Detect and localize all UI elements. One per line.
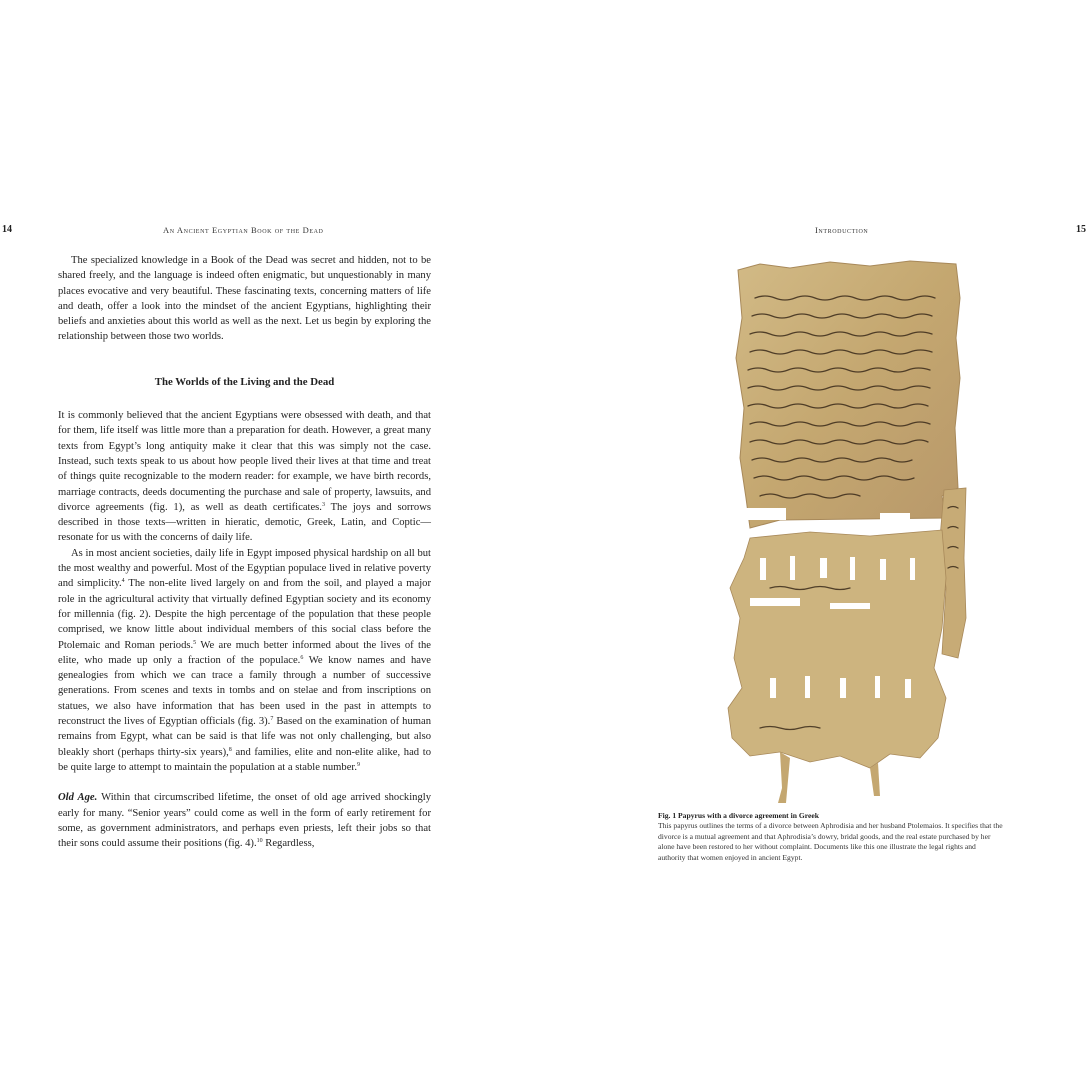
section-heading: The Worlds of the Living and the Dead bbox=[154, 375, 335, 388]
caption-text: This papyrus outlines the terms of a divorce between Aphrodisia and her husband Ptolemaios. It specifies that the divorce is a mutual agreement and that Aphrodisia’s dowry, bridal goods, and the real estate purchased by her alone have been restored to her without complaint. Documents like this one illustrate the legal rights and authority that women enjoyed in ancient Egypt. bbox=[658, 821, 1003, 862]
paragraph-daily-life: As in most ancient societies, daily life in Egypt imposed physical hardship on all but the most wealthy and powerful. Most of the Egyptian populace lived in relative poverty and simplicity.$^4$ The non-elite lived largely on and from the soil, and played a major role in the agricultural activity that virtually defined Egyptian society and its economy for millennia (fig. 2). Despite the high percentage of the population that these people comprised, we know little about individual members of this social class before the Ptolemaic and Roman periods.$^5$ We are much better informed about the lives of the elite, who made up only a fraction of the populace.$^6$ We know names and have genealogies from which we can trace a family through a number of successive generations. From scenes and texts in tombs and on stelae and from inscriptions on statues, we also have information that has been used in the past in attempts to reconstruct the lives of Egyptian officials (fig. 3).$^7$ Based on the examination of human remains from Egypt, what can be said is that life was not only challenging, but also bleakly short (perhaps thirty-six years),$^8$ and families, elite and non-elite alike, had to be quite large to attempt to maintain the population at a stable number.$^9$ bbox=[58, 547, 432, 773]
footnote-ref: 7 bbox=[270, 716, 274, 723]
right-page-number: 15 bbox=[1076, 224, 1086, 235]
left-page-number: 14 bbox=[2, 224, 12, 235]
footnote-ref: 8 bbox=[228, 746, 232, 753]
footnote-ref: 10 bbox=[256, 838, 263, 845]
left-running-head: An Ancient Egyptian Book of the Dead bbox=[163, 225, 324, 235]
footnote-ref: 6 bbox=[300, 654, 304, 661]
footnote-ref: 3 bbox=[321, 501, 325, 508]
paragraph-old-age: Old Age. Within that circumscribed lifetime, the onset of old age arrived shockingly early for many. “Senior years” could come as well in the form of early retirement for some, as government administrators, and perhaps even priests, left their jobs so that their sons could assume their positions (fig. 4).$^{10}$ Regardless, bbox=[58, 792, 431, 850]
paragraph-worlds: It is commonly believed that the ancient Egyptians were obsessed with death, and that for them, life itself was little more than a preparation for death. However, a great many texts from Egypt’s long antiquity make it clear that this was simply not the case. Instead, such texts speak to us about how people lived their lives at that time and treat of things quite recognizable to the modern reader: for example, we have birth records, marriage contracts, deeds documenting the purchase and sale of property, lawsuits, and divorce agreements (fig. 1), as well as death certificates.$^3$ The joys and sorrows described in those texts—written in hieratic, demotic, Greek, Latin, and Coptic—resonate for us with the concerns of daily life. bbox=[58, 410, 432, 544]
caption-title: Fig. 1 Papyrus with a divorce agreement in Greek bbox=[658, 811, 819, 820]
footnote-ref: 4 bbox=[121, 578, 125, 585]
footnote-ref: 9 bbox=[357, 761, 360, 768]
run-in-heading: Old Age. bbox=[58, 792, 98, 804]
paragraph-intro: The specialized knowledge in a Book of the Dead was secret and hidden, not to be shared freely, and the language is indeed often enigmatic, but unquestionably in many places evocative and very beautiful. These fascinating texts, concerning matters of life and death, offer a look into the mindset of the ancient Egyptians, highlighting their beliefs and anxieties about this world as well as the next. Let us begin by exploring the relationship between those two worlds. bbox=[58, 255, 431, 343]
papyrus-image bbox=[720, 258, 970, 803]
right-running-head: Introduction bbox=[815, 225, 869, 235]
left-page-body bbox=[58, 253, 431, 851]
figure-caption bbox=[658, 811, 1003, 863]
papyrus-illustration bbox=[720, 258, 970, 803]
footnote-ref: 5 bbox=[193, 639, 197, 646]
